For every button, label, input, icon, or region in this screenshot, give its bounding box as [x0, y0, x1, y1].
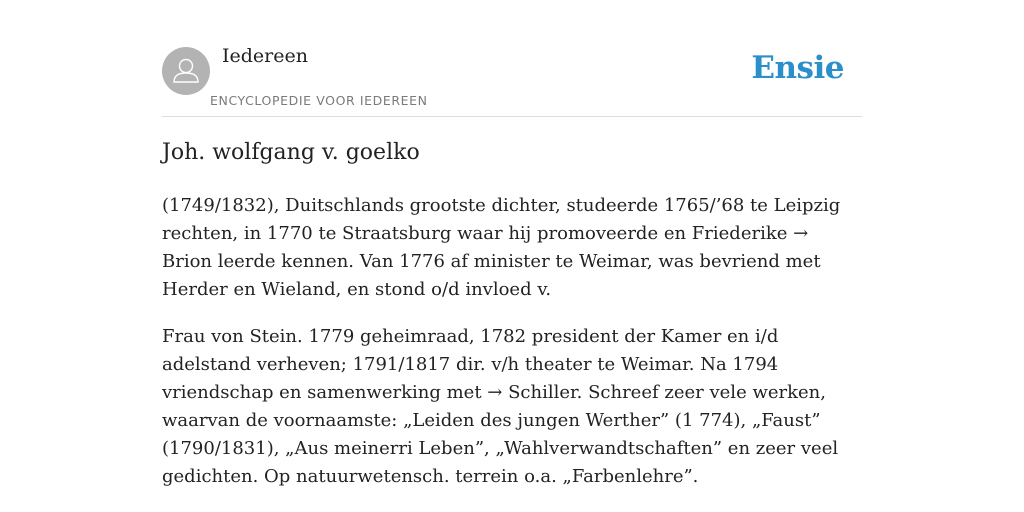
article-body	[162, 192, 842, 510]
avatar[interactable]	[162, 47, 210, 95]
page	[162, 0, 862, 487]
user-icon	[162, 47, 210, 95]
tagline: ENCYCLOPEDIE VOOR IEDEREEN	[210, 93, 428, 108]
article-paragraph: (1749/1832), Duitschlands grootste dichter, studeerde 1765/’68 te Leipzig rechten, in 1770 te Straatsburg waar hij promoveerde en Friederike → Brion leerde kennen. Van 1776 af minister te Weimar, was bevriend met Herder en Wieland, en stond o/d invloed v.	[162, 195, 841, 300]
header	[162, 0, 862, 117]
brand-logo[interactable]: Ensie	[751, 50, 844, 86]
article-title: Joh. wolfgang v. goelko	[162, 140, 420, 165]
article-paragraph: Frau von Stein. 1779 geheimraad, 1782 president der Kamer en i/d adelstand verheven; 1791/1817 dir. v/h theater te Weimar. Na 1794 vriendschap en samenwerking met → Schiller. Schreef zeer vele werken, waarvan de voornaamste: „Leiden des jungen Werther” (1 774), „Faust” (1790/1831), „Aus meinerri Leben”, „Wahlverwandtschaften” en zeer veel gedichten. Op natuurwetensch. terrein o.a. „Farbenlehre”.	[162, 326, 839, 487]
username[interactable]: Iedereen	[222, 45, 308, 67]
